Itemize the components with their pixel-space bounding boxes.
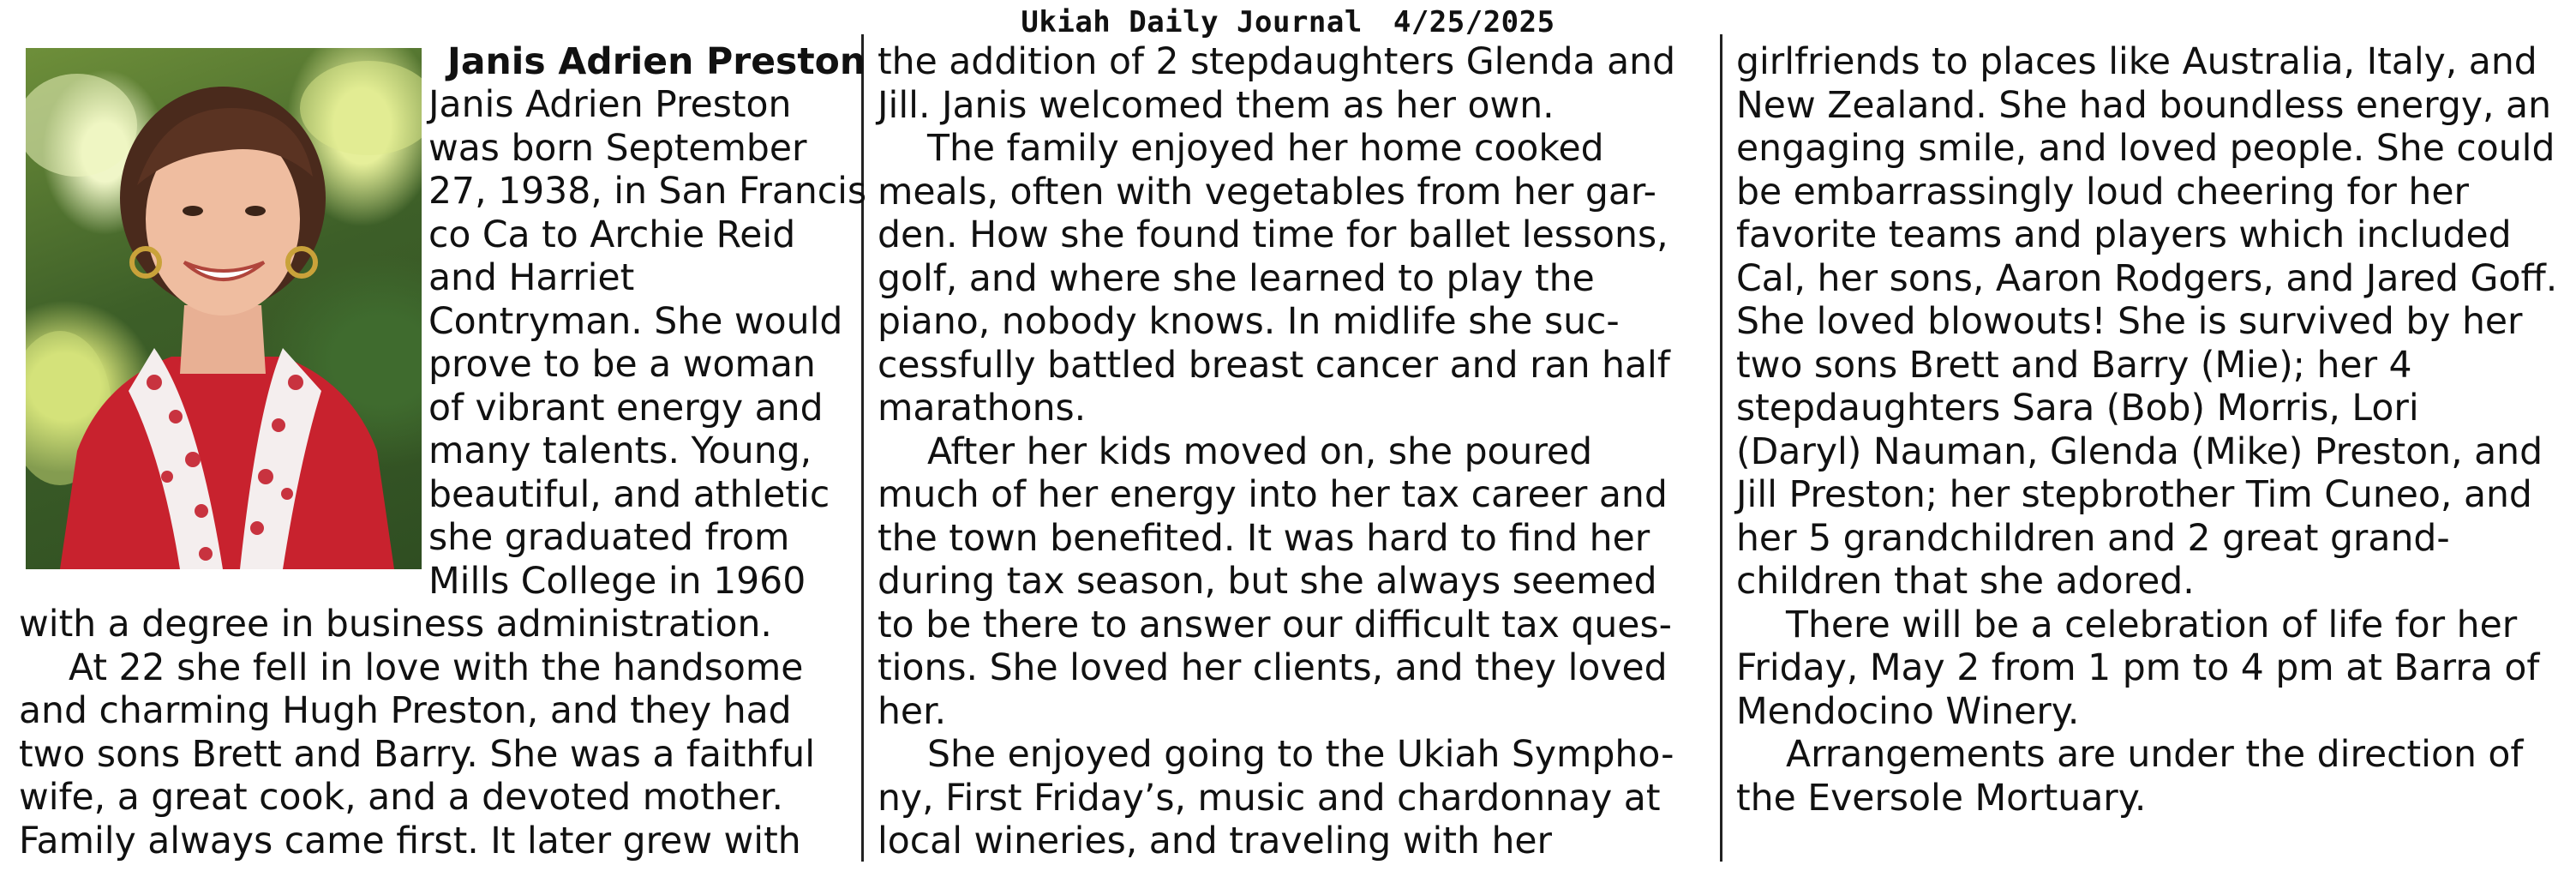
text-line: with a degree in business administration.	[19, 604, 772, 646]
text-line: Contryman. She would	[428, 300, 843, 343]
text-line: the town benefited. It was hard to find her	[878, 517, 1650, 560]
text-line: co Ca to Archie Reid	[428, 213, 796, 256]
text-line: her 5 grandchildren and 2 great grand-	[1736, 517, 2450, 560]
text-line: prove to be a woman	[428, 344, 816, 386]
text-line: stepdaughters Sara (Bob) Morris, Lori	[1736, 387, 2419, 429]
text-line: beautiful, and athletic	[428, 473, 830, 516]
text-line: There will be a celebration of life for her	[1786, 604, 2518, 646]
text-line: Jill. Janis welcomed them as her own.	[878, 84, 1555, 127]
text-line: The family enjoyed her home cooked	[927, 128, 1604, 170]
text-line: Arrangements are under the direction of	[1786, 734, 2524, 776]
text-line: Cal, her sons, Aaron Rodgers, and Jared Goff.	[1736, 257, 2558, 300]
text-line: children that she adored.	[1736, 561, 2195, 603]
text-line: Mills College in 1960	[428, 560, 806, 603]
text-line: New Zealand. She had boundless energy, an	[1736, 84, 2551, 127]
column-2	[878, 41, 1675, 864]
text-line: marathons.	[878, 387, 1087, 429]
masthead	[0, 5, 2576, 39]
text-line: two sons Brett and Barry (Mie); her 4	[1736, 344, 2412, 387]
text-line: den. How she found time for ballet lessons,	[878, 214, 1668, 256]
text-line: the Eversole Mortuary.	[1736, 777, 2147, 820]
text-line: golf, and where she learned to play the	[878, 257, 1595, 300]
text-line: she graduated from	[428, 517, 790, 559]
text-line: 27, 1938, in San Francis	[428, 171, 867, 213]
text-line: two sons Brett and Barry. She was a faithful	[19, 733, 816, 776]
text-line: during tax season, but she always seemed	[878, 561, 1657, 603]
text-line: girlfriends to places like Australia, Italy, and	[1736, 41, 2537, 83]
text-line: of vibrant energy and	[428, 387, 824, 429]
column-1-full-text	[19, 604, 815, 863]
portrait-photo	[26, 48, 422, 569]
column-1-wrapped-text	[428, 84, 866, 604]
text-line: much of her energy into her tax career and	[878, 474, 1668, 516]
text-line: She loved blowouts! She is survived by her	[1736, 301, 2523, 343]
text-line: Family always came first. It later grew with	[19, 820, 801, 862]
text-line: to be there to answer our difficult tax ques-	[878, 604, 1672, 646]
text-line: She enjoyed going to the Ukiah Sympho-	[927, 734, 1674, 776]
text-line: piano, nobody knows. In midlife she suc-	[878, 301, 1620, 343]
text-line: At 22 she fell in love with the handsome	[69, 646, 804, 689]
text-line: wife, a great cook, and a devoted mother.	[19, 777, 783, 819]
portrait-illustration	[26, 48, 422, 569]
text-line: favorite teams and players which included	[1736, 214, 2512, 256]
text-line: After her kids moved on, she poured	[927, 430, 1593, 473]
text-line: Friday, May 2 from 1 pm to 4 pm at Barra of	[1736, 647, 2540, 689]
text-line: and Harriet	[428, 257, 635, 299]
text-line: meals, often with vegetables from her gar-	[878, 171, 1657, 213]
text-line: tions. She loved her clients, and they loved	[878, 647, 1668, 689]
text-line: engaging smile, and loved people. She could	[1736, 128, 2555, 170]
text-line: cessfully battled breast cancer and ran half	[878, 344, 1670, 387]
text-line: local wineries, and traveling with her	[878, 820, 1552, 862]
text-line: Mendocino Winery.	[1736, 690, 2080, 733]
text-line: was born September	[428, 127, 807, 170]
paper-name: Ukiah Daily Journal	[1021, 5, 1363, 39]
text-line: be embarrassingly loud cheering for her	[1736, 171, 2469, 213]
column-3	[1736, 41, 2557, 820]
text-line: and charming Hugh Preston, and they had	[19, 690, 792, 732]
text-line: many talents. Young,	[428, 430, 812, 472]
publication-date: 4/25/2025	[1393, 5, 1555, 39]
text-line: the addition of 2 stepdaughters Glenda and	[878, 41, 1676, 83]
obituary-headline: Janis Adrien Preston	[447, 41, 866, 83]
text-line: Janis Adrien Preston	[428, 84, 792, 126]
text-line: Jill Preston; her stepbrother Tim Cuneo, and	[1736, 474, 2532, 516]
text-line: (Daryl) Nauman, Glenda (Mike) Preston, and	[1736, 430, 2543, 473]
column-divider-2	[1720, 34, 1722, 862]
text-line: her.	[878, 690, 947, 733]
text-line: ny, First Friday’s, music and chardonnay at	[878, 777, 1661, 820]
